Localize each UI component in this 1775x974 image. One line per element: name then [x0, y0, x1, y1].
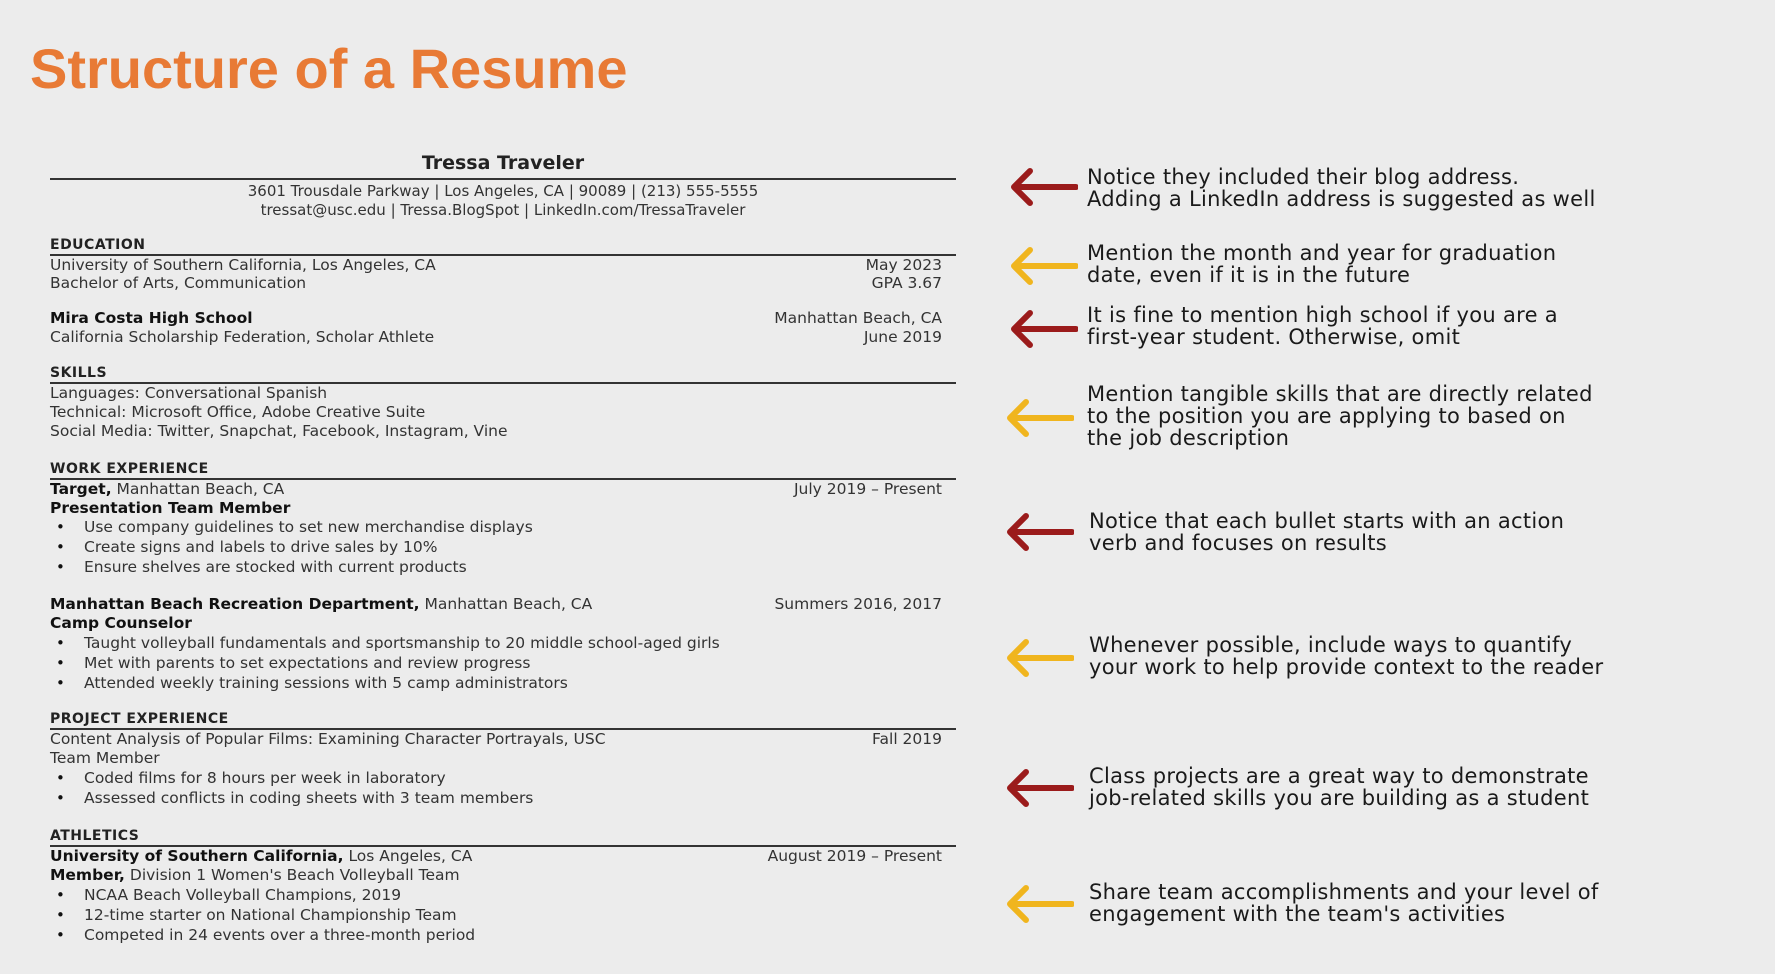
- project-bullet: • Coded films for 8 hours per week in laboratory: [84, 769, 446, 787]
- highschool-award-row: [50, 328, 942, 346]
- annotation-high-school: [1087, 304, 1767, 348]
- annotation-line: Notice they included their blog address.: [1087, 165, 1520, 189]
- project-heading: PROJECT EXPERIENCE: [50, 711, 229, 727]
- arrow-left-icon: [1008, 309, 1078, 349]
- project-role-row: [50, 749, 942, 767]
- job2-bullet: • Met with parents to set expectations and review progress: [84, 654, 530, 672]
- annotation-line: It is fine to mention high school if you are a: [1087, 303, 1558, 327]
- arrow-left-icon: [1004, 884, 1074, 924]
- job1-row: [50, 480, 942, 498]
- resume-name: Tressa Traveler: [421, 152, 585, 174]
- annotation-team: [1089, 881, 1769, 925]
- athletics-member-team: [50, 866, 460, 884]
- annotation-line: to the position you are applying to based on: [1087, 404, 1566, 428]
- project-row: [50, 730, 942, 748]
- job1-title-row: [50, 499, 942, 517]
- annotation-line: Whenever possible, include ways to quantify: [1089, 633, 1573, 657]
- work-heading: WORK EXPERIENCE: [50, 461, 209, 477]
- athletics-bullet: • 12-time starter on National Championship Team: [84, 906, 457, 924]
- highschool-award: California Scholarship Federation, Scholar Athlete: [50, 328, 435, 346]
- slide-title: Structure of a Resume: [30, 37, 628, 100]
- arrow-left-icon: [1008, 246, 1078, 286]
- annotation-blog-address: [1087, 166, 1767, 210]
- annotation-line: Share team accomplishments and your level of: [1089, 880, 1599, 904]
- athletics-date: August 2019 – Present: [767, 847, 942, 865]
- job2-org: Manhattan Beach Recreation Department,: [50, 595, 420, 613]
- skills-technical: [50, 403, 942, 421]
- athletics-row: [50, 847, 942, 865]
- job1-bullet: • Create signs and labels to drive sales by 10%: [84, 538, 438, 556]
- annotation-line: Mention the month and year for graduation: [1087, 241, 1557, 265]
- annotation-line: engagement with the team's activities: [1089, 902, 1506, 926]
- arrow-left-icon: [1004, 512, 1074, 552]
- education-school: University of Southern California, Los Angeles, CA: [50, 256, 436, 274]
- job2-bullet: • Taught volleyball fundamentals and sportsmanship to 20 middle school-aged girls: [84, 634, 720, 652]
- contact-line-1: 3601 Trousdale Parkway | Los Angeles, CA | 90089 | (213) 555-5555: [247, 182, 759, 200]
- athletics-org: University of Southern California,: [50, 847, 344, 865]
- annotation-line: job-related skills you are building as a student: [1089, 786, 1590, 810]
- skills-languages: [50, 384, 942, 402]
- job1-title: Presentation Team Member: [50, 499, 291, 517]
- annotation-skills: [1087, 383, 1767, 449]
- athletics-team: Division 1 Women's Beach Volleyball Team: [124, 866, 460, 884]
- annotation-quantify: [1089, 634, 1769, 678]
- education-school-date: May 2023: [865, 256, 942, 274]
- project-title: Content Analysis of Popular Films: Examining Character Portrayals, USC: [50, 730, 606, 748]
- annotation-line: date, even if it is in the future: [1087, 263, 1411, 287]
- annotation-action-verbs: [1089, 510, 1769, 554]
- arrow-left-icon: [1008, 167, 1078, 207]
- header-rule: [50, 178, 956, 180]
- athletics-location: Los Angeles, CA: [343, 847, 473, 865]
- annotation-line: your work to help provide context to the reader: [1089, 655, 1604, 679]
- job2-bullet: • Attended weekly training sessions with 5 camp administrators: [84, 674, 568, 692]
- annotation-line: Notice that each bullet starts with an action: [1089, 509, 1565, 533]
- annotation-line: Adding a LinkedIn address is suggested as well: [1087, 187, 1596, 211]
- arrow-left-icon: [1004, 768, 1074, 808]
- job1-date: July 2019 – Present: [793, 480, 942, 498]
- annotation-line: Class projects are a great way to demonstrate: [1089, 764, 1589, 788]
- highschool-name: Mira Costa High School: [50, 309, 253, 327]
- job1-org-loc: [50, 480, 284, 498]
- education-degree: Bachelor of Arts, Communication: [50, 274, 307, 292]
- job2-date: Summers 2016, 2017: [774, 595, 942, 613]
- athletics-heading: ATHLETICS: [50, 828, 140, 844]
- job2-location: Manhattan Beach, CA: [419, 595, 593, 613]
- project-bullet: • Assessed conflicts in coding sheets with 3 team members: [84, 789, 533, 807]
- highschool-location: Manhattan Beach, CA: [774, 309, 942, 327]
- skills-social: [50, 422, 942, 440]
- highschool-date: June 2019: [863, 328, 942, 346]
- job1-bullet: • Use company guidelines to set new merchandise displays: [84, 518, 533, 536]
- arrow-left-icon: [1004, 398, 1074, 438]
- job2-title: Camp Counselor: [50, 614, 192, 632]
- athletics-org-loc: [50, 847, 472, 865]
- athletics-bullet: • NCAA Beach Volleyball Champions, 2019: [84, 886, 401, 904]
- athletics-bullet: • Competed in 24 events over a three-month period: [84, 926, 475, 944]
- education-degree-row: [50, 274, 942, 292]
- education-school-row: [50, 256, 942, 274]
- project-date: Fall 2019: [872, 730, 942, 748]
- job2-row: [50, 595, 942, 613]
- job1-location: Manhattan Beach, CA: [111, 480, 285, 498]
- athletics-member: Member,: [50, 866, 125, 884]
- arrow-left-icon: [1004, 638, 1074, 678]
- skills-technical-text: Technical: Microsoft Office, Adobe Creative Suite: [50, 403, 426, 421]
- job1-org: Target,: [50, 480, 112, 498]
- annotation-line: the job description: [1087, 426, 1290, 450]
- project-role: Team Member: [50, 749, 160, 767]
- athletics-member-row: [50, 866, 942, 884]
- job2-org-loc: [50, 595, 592, 613]
- annotation-class-projects: [1089, 765, 1769, 809]
- contact-line-2: tressat@usc.edu | Tressa.BlogSpot | LinkedIn.com/TressaTraveler: [260, 201, 746, 219]
- highschool-row: [50, 309, 942, 327]
- annotation-line: Mention tangible skills that are directly related: [1087, 382, 1593, 406]
- annotation-line: verb and focuses on results: [1089, 531, 1388, 555]
- skills-heading: SKILLS: [50, 365, 108, 381]
- annotation-graduation-date: [1087, 242, 1767, 286]
- education-heading: EDUCATION: [50, 237, 146, 253]
- annotation-line: first-year student. Otherwise, omit: [1087, 325, 1461, 349]
- job2-title-row: [50, 614, 942, 632]
- job1-bullet: • Ensure shelves are stocked with current products: [84, 558, 467, 576]
- skills-social-text: Social Media: Twitter, Snapchat, Facebook, Instagram, Vine: [50, 422, 508, 440]
- education-gpa: GPA 3.67: [871, 274, 942, 292]
- skills-languages-text: Languages: Conversational Spanish: [50, 384, 328, 402]
